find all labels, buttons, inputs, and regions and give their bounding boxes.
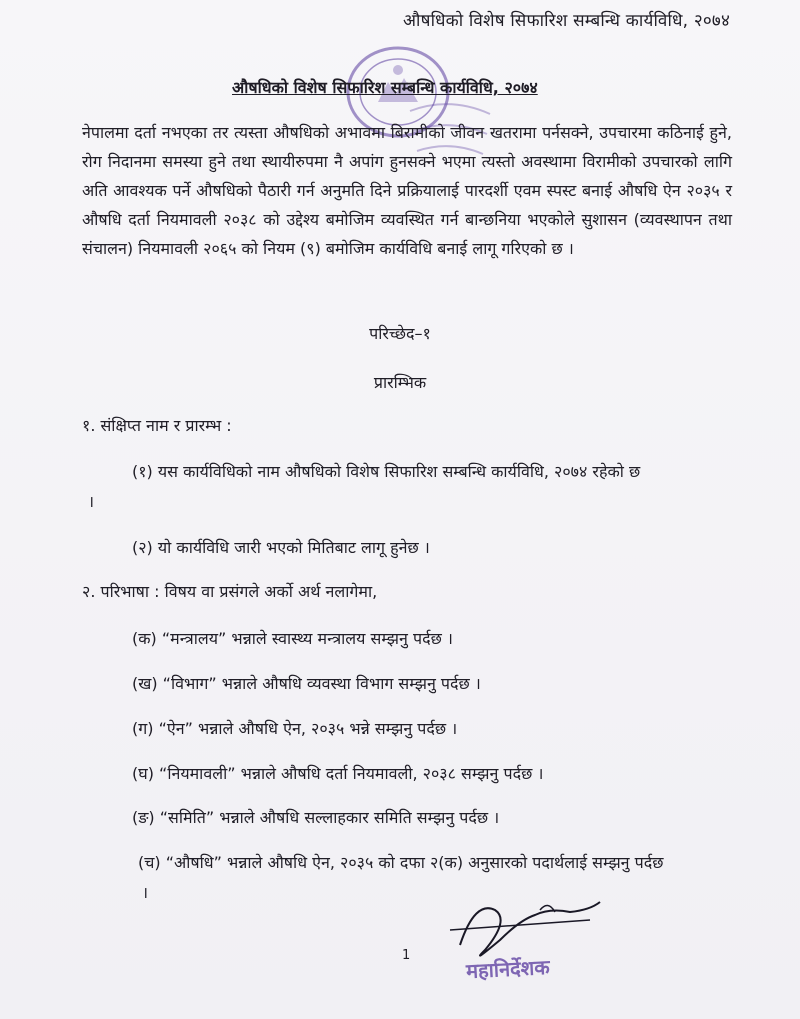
document-title: औषधिको विशेष सिफारिश सम्बन्धि कार्यविधि, २०७४ [232, 78, 538, 97]
definition-cha: (च) “औषधि” भन्नाले औषधि ऐन, २०३५ को दफा २(क) अनुसारको पदार्थलाई सम्झनु पर्दछ [138, 853, 664, 872]
chapter-title: प्रारम्भिक [373, 373, 427, 392]
running-header: औषधिको विशेष सिफारिश सम्बन्धि कार्यविधि, २०७४ [402, 11, 730, 31]
definition-ka: (क) “मन्त्रालय” भन्नाले स्वास्थ्य मन्त्रालय सम्झनु पर्दछ । [132, 629, 453, 648]
page-number: 1 [402, 948, 411, 963]
chapter-number: परिच्छेद–१ [369, 324, 431, 343]
preamble-paragraph: नेपालमा दर्ता नभएका तर त्यस्ता औषधिको अभावमा बिरामीको जीवन खतरामा पर्नसक्ने, उपचारमा कठिनाई हुने, रोग निदानमा समस्या हुने तथा स्थायीरुपमा नै अपांग हुनसक्ने भएमा त्यस्तो अवस्थामा विरामीको उपचारको लागि अति आवश्यक पर्ने औषधिको पैठारी गर्न अनुमति दिने प्रक्रियालाई पारदर्शी एवम स्पस्ट बनाई औषधि ऐन २०३५ र औषधि दर्ता नियमावली २०३८ को उद्देश्य बमोजिम व्यवस्थित गर्न बान्छनिया भएकोले सुशासन (व्यवस्थापन तथा संचालन) नियमावली २०६५ को नियम (९) बमोजिम कार्यविधि बनाई लागू गरिएको छ । [82, 123, 732, 258]
signatory-title-stamp: महानिर्देशक [465, 954, 551, 984]
section-2-heading: २. परिभाषा : विषय वा प्रसंगले अर्को अर्थ नलागेमा, [82, 582, 378, 601]
clause-1-1-end: । [88, 492, 95, 511]
definition-nga: (ङ) “समिति” भन्नाले औषधि सल्लाहकार समिति सम्झनु पर्दछ । [132, 808, 500, 827]
definition-ga: (ग) “ऐन” भन्नाले औषधि ऐन, २०३५ भन्ने सम्झनु पर्दछ । [132, 719, 458, 738]
clause-1-2: (२) यो कार्यविधि जारी भएको मितिबाट लागू हुनेछ । [132, 538, 430, 557]
clause-1-1: (१) यस कार्यविधिको नाम औषधिको विशेष सिफारिश सम्बन्धि कार्यविधि, २०७४ रहेको छ [132, 462, 641, 481]
definition-cha-end: । [142, 883, 149, 902]
definition-kha: (ख) “विभाग” भन्नाले औषधि व्यवस्था विभाग सम्झनु पर्दछ । [132, 674, 481, 693]
section-1-heading: १. संक्षिप्त नाम र प्रारम्भ : [82, 416, 232, 435]
definition-gha: (घ) “नियमावली” भन्नाले औषधि दर्ता नियमावली, २०३८ सम्झनु पर्दछ । [132, 764, 544, 783]
